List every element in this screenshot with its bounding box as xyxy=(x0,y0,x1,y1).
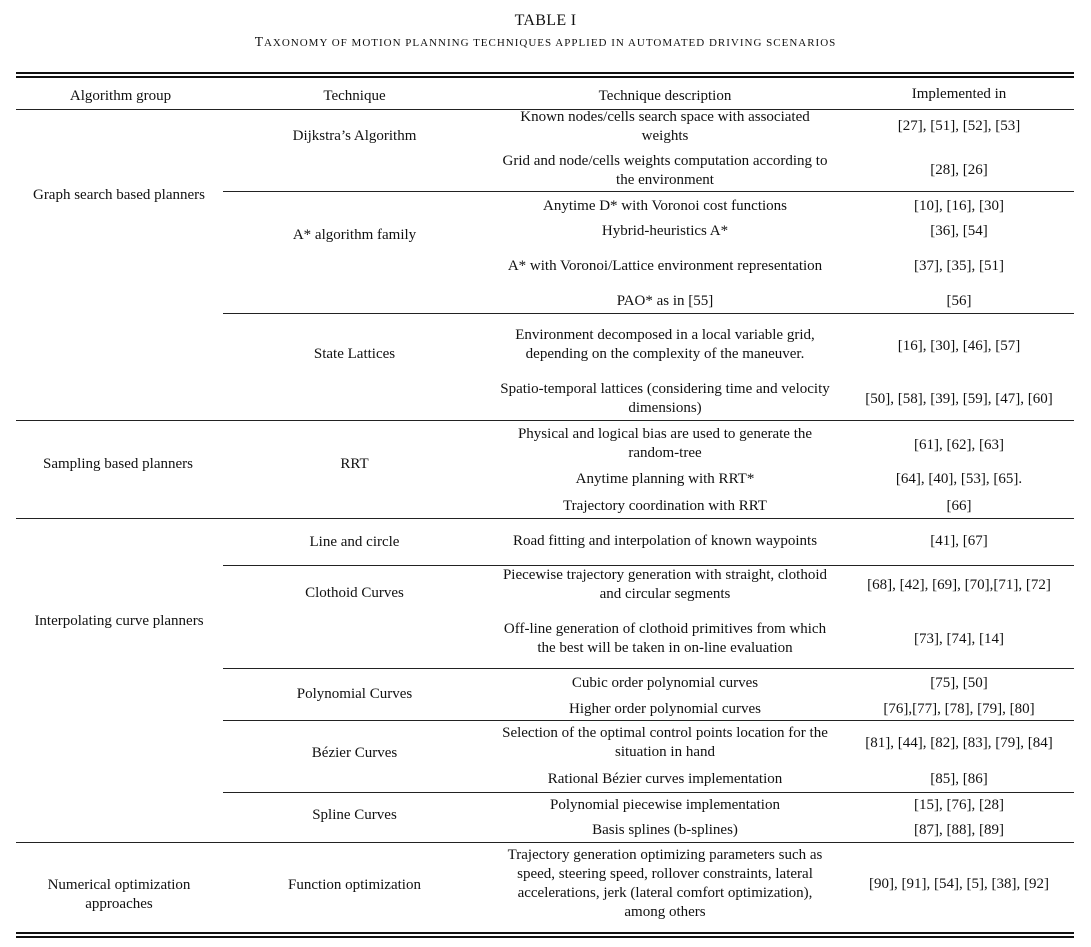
caption-initial: T xyxy=(254,34,264,49)
technique-spline-curves: Spline Curves xyxy=(312,806,397,823)
technique-a-star-family: A* algorithm family xyxy=(292,226,417,243)
description-cell: Piecewise trajectory generation with straight, clothoid and circular segments xyxy=(502,567,828,602)
header-technique: Technique xyxy=(323,87,386,104)
implemented-cell: [81], [44], [82], [83], [79], [84] xyxy=(865,734,1053,751)
technique-polynomial-curves: Polynomial Curves xyxy=(296,686,413,702)
implemented-cell: [16], [30], [46], [57] xyxy=(897,337,1021,354)
implemented-cell: [56] xyxy=(946,292,972,309)
technique-clothoid-curves: Clothoid Curves xyxy=(305,584,404,601)
implemented-cell: [61], [62], [63] xyxy=(914,436,1004,453)
implemented-cell: [15], [76], [28] xyxy=(914,796,1004,813)
group-sampling: Sampling based planners xyxy=(43,455,193,472)
description-cell: Polynomial piecewise implementation xyxy=(550,796,780,813)
description-cell: Known nodes/cells search space with associated weights xyxy=(520,109,810,144)
implemented-cell: [66] xyxy=(946,497,972,514)
description-cell: Physical and logical bias are used to generate the random-tree xyxy=(517,426,813,461)
description-cell: Basis splines (b-splines) xyxy=(592,821,738,838)
technique-function-optimization: Function optimization xyxy=(288,876,421,893)
description-cell: Anytime D* with Voronoi cost functions xyxy=(542,197,788,214)
implemented-cell: [68], [42], [69], [70],[71], [72] xyxy=(867,576,1051,593)
caption-text: AXONOMY OF MOTION PLANNING TECHNIQUES APPLIED IN AUTOMATED DRIVING SCENARIOS xyxy=(263,37,837,49)
technique-state-lattices: State Lattices xyxy=(313,345,396,362)
group-graph-search: Graph search based planners xyxy=(32,186,205,203)
header-technique-description: Technique description xyxy=(598,87,732,104)
implemented-cell: [28], [26] xyxy=(930,161,988,178)
technique-dijkstra: Dijkstra’s Algorithm xyxy=(292,127,417,144)
description-cell: Road fitting and interpolation of known waypoints xyxy=(512,532,818,549)
implemented-cell: [36], [54] xyxy=(930,222,988,239)
implemented-cell: [50], [58], [39], [59], [47], [60] xyxy=(865,390,1053,407)
implemented-cell: [87], [88], [89] xyxy=(914,821,1004,838)
implemented-cell: [64], [40], [53], [65]. xyxy=(895,470,1023,487)
description-cell: PAO* as in [55] xyxy=(616,292,714,309)
description-cell: Spatio-temporal lattices (considering time and velocity dimensions) xyxy=(500,381,830,416)
table-caption xyxy=(0,34,1091,50)
description-cell: Selection of the optimal control points location for the situation in hand xyxy=(502,725,828,760)
top-rule-1 xyxy=(16,72,1074,74)
implemented-cell: [85], [86] xyxy=(930,770,988,787)
description-cell: Grid and node/cells weights computation according to the environment xyxy=(502,153,828,188)
header-algorithm-group: Algorithm group xyxy=(69,87,172,104)
table-label: TABLE I xyxy=(514,12,577,29)
description-cell: A* with Voronoi/Lattice environment representation xyxy=(507,257,823,274)
description-cell: Environment decomposed in a local variable grid, depending on the complexity of the maneuver. xyxy=(515,326,815,362)
bottom-rule-2 xyxy=(16,936,1074,938)
group-numerical-optimization: Numerical optimization approaches xyxy=(47,877,191,912)
description-cell: Off-line generation of clothoid primitives from which the best will be taken in on-line evaluation xyxy=(503,620,827,656)
technique-line-and-circle: Line and circle xyxy=(309,533,400,550)
header-implemented-in: Implemented in xyxy=(911,85,1007,102)
implemented-cell: [90], [91], [54], [5], [38], [92] xyxy=(869,875,1049,892)
description-cell: Hybrid-heuristics A* xyxy=(601,222,729,239)
implemented-cell: [76],[77], [78], [79], [80] xyxy=(883,700,1035,717)
implemented-cell: [75], [50] xyxy=(930,674,988,691)
technique-bezier-curves: Bézier Curves xyxy=(311,744,398,761)
implemented-cell: [41], [67] xyxy=(930,532,988,549)
implemented-cell: [37], [35], [51] xyxy=(914,257,1004,274)
technique-rrt: RRT xyxy=(340,455,369,472)
bottom-rule-1 xyxy=(16,932,1074,934)
implemented-cell: [73], [74], [14] xyxy=(914,630,1004,647)
group-interpolating-curve: Interpolating curve planners xyxy=(34,612,204,629)
description-cell: Higher order polynomial curves xyxy=(568,700,762,717)
description-cell: Anytime planning with RRT* xyxy=(575,470,755,487)
description-cell: Cubic order polynomial curves xyxy=(571,674,759,691)
implemented-cell: [27], [51], [52], [53] xyxy=(897,117,1021,134)
description-cell: Trajectory coordination with RRT xyxy=(563,497,767,514)
top-rule-2 xyxy=(16,76,1074,78)
implemented-cell: [10], [16], [30] xyxy=(914,197,1004,214)
description-cell: Rational Bézier curves implementation xyxy=(547,770,783,787)
description-cell: Trajectory generation optimizing parameters such as speed, steering speed, rollover constraints, lateral accelerations, jerk (lateral comfort optimization), among others xyxy=(507,847,823,920)
